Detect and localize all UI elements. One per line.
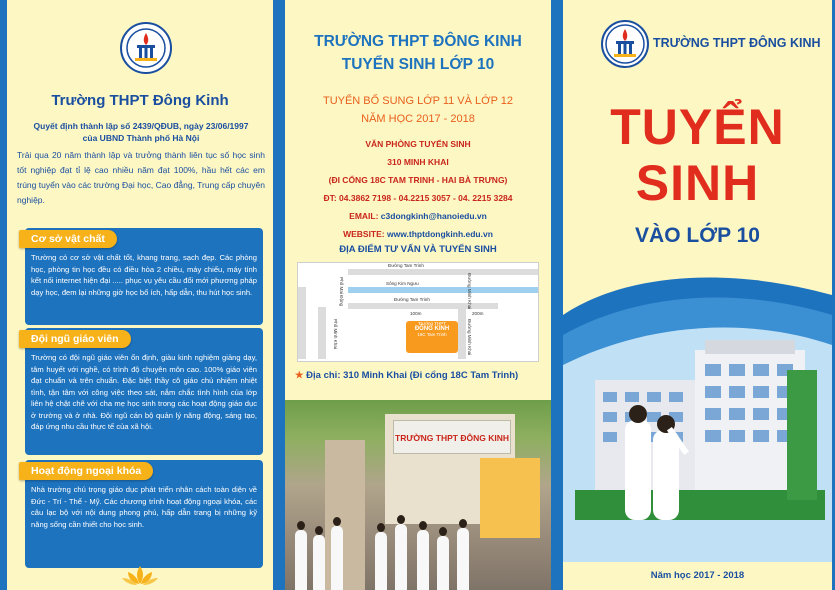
founding-decree — [17, 120, 265, 144]
map-label-road-right-b: Đường Minh Khai — [467, 319, 472, 356]
pin-line-1: Trường THPT — [418, 321, 446, 326]
email-line — [285, 207, 551, 225]
office-gate: (ĐI CỔNG 18C TAM TRINH - HAI BÀ TRƯNG) — [328, 175, 508, 185]
decree-line-2: của UBND Thành phố Hà Nội — [82, 133, 200, 143]
cover-subheadline: VÀO LỚP 10 — [635, 224, 760, 247]
section-heading: Đội ngũ giáo viên — [19, 330, 131, 348]
school-gate-photo — [285, 400, 551, 590]
office-address: 310 MINH KHAI — [387, 157, 449, 167]
student-figure — [313, 535, 325, 590]
lotus-icon — [122, 564, 158, 586]
map-label-road-left-b: Phố Minh Khai — [333, 319, 338, 349]
subtitle-line-2: NĂM HỌC 2017 - 2018 — [361, 113, 475, 125]
road-mid — [348, 303, 498, 309]
section-facilities — [25, 228, 263, 325]
cover-headline-1: TUYỂN — [610, 99, 785, 155]
section-body: Nhà trường chú trọng giáo dục phát triển nhân cách toàn diện về Đức - Trí - Thể - Mỹ. Các chương trình hoạt động ngoại khóa, các câu lạc bộ với nội dung phong phú, hấp dẫn trang bị những kỹ năng sống cần thiết cho học sinh. — [31, 485, 257, 529]
title-line-1: TRƯỜNG THPT ĐÔNG KINH — [314, 33, 522, 50]
panel-admission-info — [282, 0, 554, 590]
office-name: VĂN PHÒNG TUYỂN SINH — [365, 139, 471, 149]
admission-subtitle — [285, 92, 551, 128]
admission-title — [285, 30, 551, 76]
student-figure — [295, 530, 307, 590]
gate-sign: TRƯỜNG THPT ĐÔNG KINH — [393, 420, 511, 454]
map-label-dist-left: 100m — [410, 311, 422, 316]
map-label-road-mid: Đường Tam Trinh — [394, 297, 430, 302]
panel-cover — [560, 0, 835, 590]
subtitle-line-1: TUYỂN BỔ SUNG LỚP 11 VÀ LỚP 12 — [322, 95, 514, 107]
map-label-road-left-a: Phố Mai Động — [339, 277, 344, 307]
map-heading: ĐỊA ĐIỂM TƯ VẤN VÀ TUYỂN SINH — [339, 244, 497, 255]
school-emblem-icon — [120, 22, 172, 74]
river — [348, 287, 538, 293]
pin-line-2: ĐÔNG KINH — [414, 326, 450, 332]
photo-banner — [480, 458, 540, 538]
section-teachers — [25, 328, 263, 455]
email-label: EMAIL: — [349, 211, 381, 221]
map-label-road-right-a: Đường Minh Khai — [467, 273, 472, 310]
school-building-illustration — [575, 340, 825, 520]
admission-office — [285, 135, 551, 243]
website-line — [285, 225, 551, 243]
school-location-pin — [406, 321, 458, 353]
cover-school-year: Năm học 2017 - 2018 — [563, 562, 832, 590]
cover-headline-2: SINH — [635, 155, 760, 211]
map-label-road-top: Đường Tam Trinh — [388, 263, 424, 268]
location-map — [297, 262, 539, 362]
section-body: Trường có đội ngũ giáo viên ổn định, giàu kinh nghiệm giảng dạy, tâm huyết với nghề, có trình độ chuyên môn cao. 100% giáo viên đạt chuẩn và trên chuẩn. Đặc biệt thầy cô giáo chủ nhiệm nhiệt tình, tận tâm với công việc theo sát, nắm chắc tình hình của lớp liên hệ chặt chẽ với cha mẹ học sinh trong các hoạt động giáo dục ở trường và ở nhà. Đội ngũ cán bộ quản lý năng động, sáng tạo, đáp ứng nhu cầu thực tế của xã hội. — [31, 353, 257, 431]
map-label-river: Sông Kim Ngưu — [386, 281, 419, 286]
student-figure — [395, 524, 407, 590]
student-figure — [457, 528, 469, 590]
section-heading: Hoạt động ngoại khóa — [19, 462, 153, 480]
section-heading: Cơ sở vật chất — [19, 230, 117, 248]
student-figure — [437, 536, 449, 590]
phone-numbers: ĐT: 04.3862 7198 - 04.2215 3057 - 04. 2215 3284 — [323, 193, 513, 203]
email-link[interactable]: c3dongkinh@hanoiedu.vn — [380, 211, 487, 221]
section-body: Trường có cơ sở vật chất tốt, khang trang, sạch đẹp. Các phòng học, phòng tin học đều có điều hòa 2 chiều, máy chiếu, máy tính kết nối internet hiện đại ..... phục vụ yêu cầu đổi mới phương pháp dạy học, đem lại những giờ học bổ ích, hấp dẫn, thu hút học sinh. — [31, 253, 257, 297]
school-emblem-icon — [601, 20, 649, 68]
star-icon: ★ — [295, 370, 304, 381]
intro-paragraph: Trải qua 20 năm thành lập và trưởng thành liên tục số học sinh tốt nghiệp đạt tỉ lệ cao nhiều năm đạt 100%, hầu hết các em trúng tuyển vào các trường Đại học, Cao đẳng, Trung cấp chuyên nghiệp. — [17, 150, 265, 205]
decree-line-1: Quyết định thành lập số 2439/QĐUB, ngày 23/06/1997 — [33, 121, 249, 131]
student-figure — [417, 530, 429, 590]
section-extracurricular — [25, 460, 263, 568]
panel-school-intro — [4, 0, 276, 590]
road-left-outer — [298, 287, 306, 359]
school-title: Trường THPT Đông Kinh — [51, 92, 229, 109]
school-address — [295, 370, 545, 381]
cover-school-name: TRƯỜNG THPT ĐÔNG KINH — [653, 36, 821, 50]
student-figure — [331, 526, 343, 590]
website-link[interactable]: www.thptdongkinh.edu.vn — [386, 229, 493, 239]
student-figure — [375, 532, 387, 590]
website-label: WEBSITE: — [343, 229, 387, 239]
road-left-inner — [318, 307, 326, 359]
road-right — [458, 307, 466, 359]
title-line-2: TUYỂN SINH LỚP 10 — [341, 56, 495, 73]
road-top — [348, 269, 538, 275]
map-label-dist-right: 200m — [472, 311, 484, 316]
pin-line-3: 18C Tam Trinh — [417, 332, 447, 337]
address-text: Địa chỉ: 310 Minh Khai (Đi cổng 18C Tam Trinh) — [306, 370, 519, 381]
